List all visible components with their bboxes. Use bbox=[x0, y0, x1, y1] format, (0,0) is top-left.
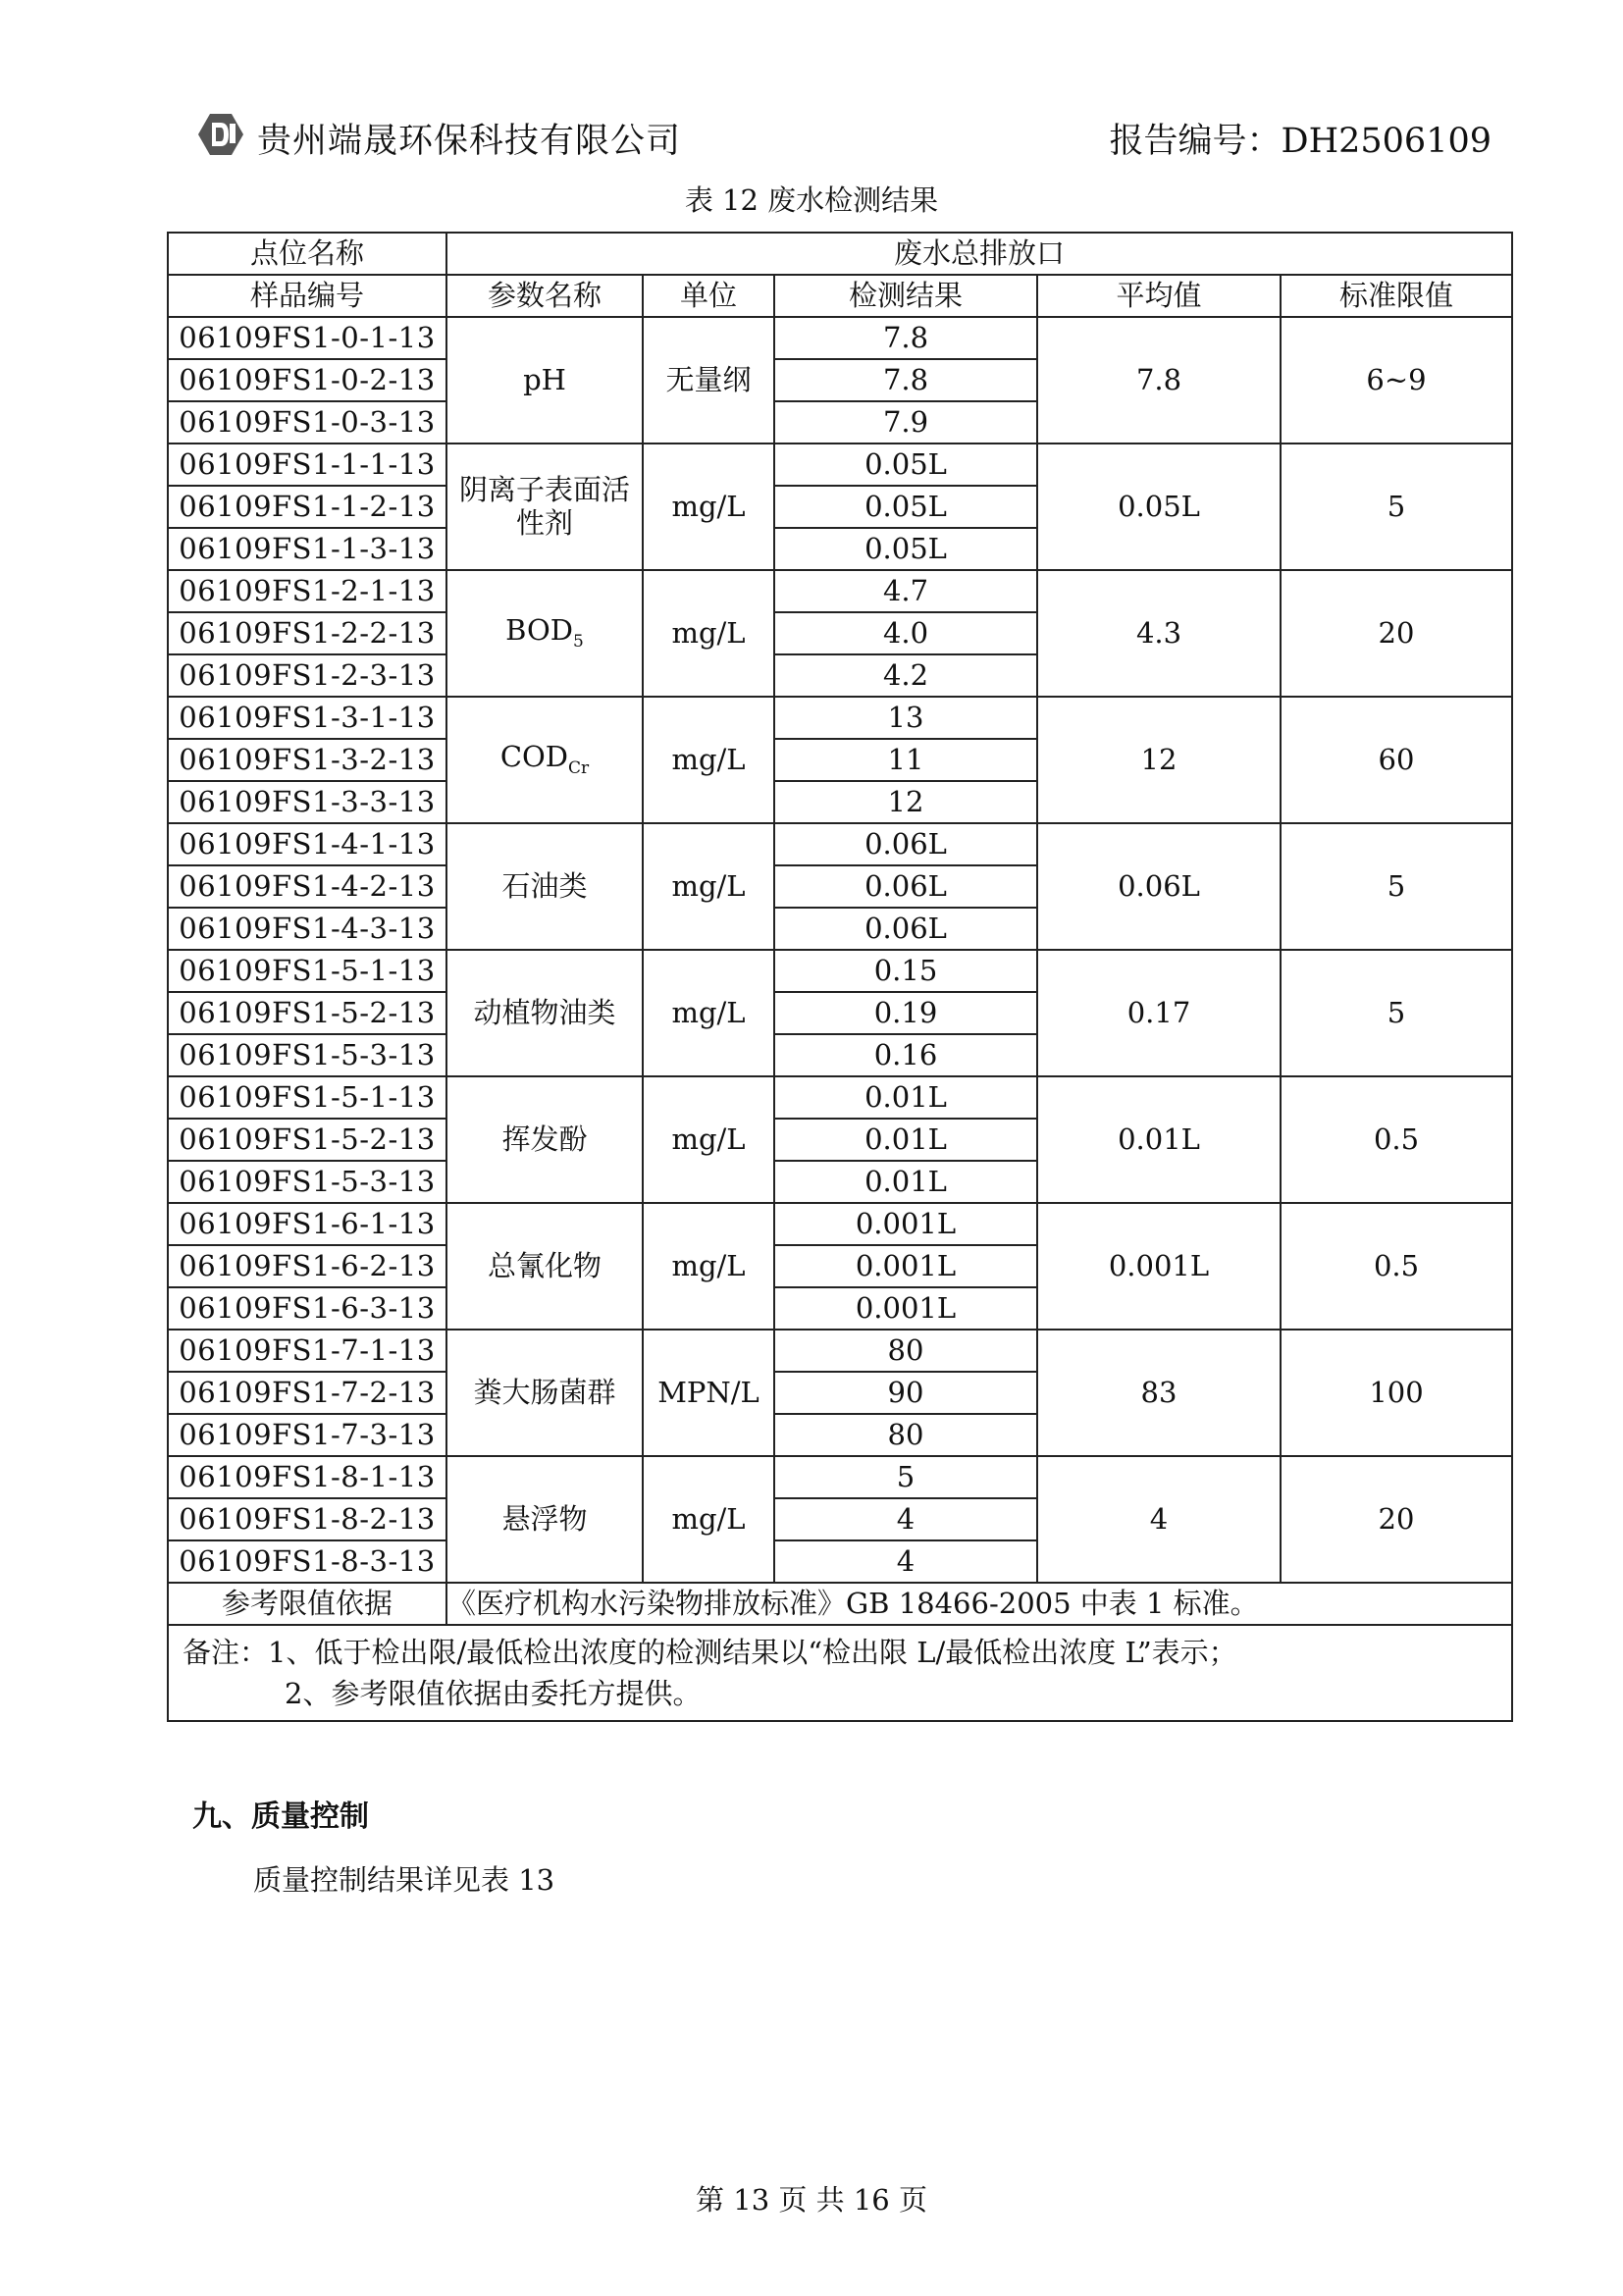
param-name bbox=[446, 697, 643, 823]
sample-id: 06109FS1-1-2-13 bbox=[168, 486, 446, 528]
result-value: 0.15 bbox=[774, 950, 1037, 992]
sample-id: 06109FS1-0-3-13 bbox=[168, 401, 446, 444]
param-name-text: pH bbox=[523, 362, 566, 396]
param-name-text: 石油类 bbox=[501, 868, 588, 903]
page-number: 第 13 页 共 16 页 bbox=[696, 2183, 927, 2217]
unit: mg/L bbox=[643, 570, 774, 697]
average-value: 0.05L bbox=[1037, 444, 1281, 570]
average-value: 4.3 bbox=[1037, 570, 1281, 697]
result-value: 0.01L bbox=[774, 1119, 1037, 1161]
sample-id: 06109FS1-5-3-13 bbox=[168, 1161, 446, 1203]
sample-id: 06109FS1-8-1-13 bbox=[168, 1456, 446, 1498]
table-row bbox=[168, 570, 1512, 612]
table-row bbox=[168, 317, 1512, 359]
sample-id: 06109FS1-2-1-13 bbox=[168, 570, 446, 612]
param-name-text: 悬浮物 bbox=[501, 1501, 588, 1536]
table-title: 表 12 废水检测结果 bbox=[684, 183, 939, 217]
point-value: 废水总排放口 bbox=[446, 233, 1512, 275]
param-name bbox=[446, 950, 643, 1076]
param-name-text: 总氰化物 bbox=[487, 1248, 602, 1282]
table-row bbox=[168, 697, 1512, 739]
result-value: 0.01L bbox=[774, 1076, 1037, 1119]
result-value: 80 bbox=[774, 1414, 1037, 1456]
company-name: 贵州端晟环保科技有限公司 bbox=[257, 122, 682, 161]
param-name bbox=[446, 1330, 643, 1456]
sample-id: 06109FS1-5-2-13 bbox=[168, 992, 446, 1034]
notes-cell bbox=[168, 1625, 1512, 1721]
table-row bbox=[168, 1076, 1512, 1119]
result-value: 4 bbox=[774, 1498, 1037, 1540]
limit-value: 0.5 bbox=[1281, 1076, 1512, 1203]
result-value: 0.05L bbox=[774, 528, 1037, 570]
result-value: 11 bbox=[774, 739, 1037, 781]
reference-content: 《医疗机构水污染物排放标准》GB 18466-2005 中表 1 标准。 bbox=[446, 1583, 1512, 1625]
average-value: 0.06L bbox=[1037, 823, 1281, 950]
page-header bbox=[196, 110, 1492, 159]
sample-id: 06109FS1-6-3-13 bbox=[168, 1287, 446, 1330]
sample-id: 06109FS1-6-2-13 bbox=[168, 1245, 446, 1287]
param-name-text: COD bbox=[499, 740, 569, 774]
result-value: 4.7 bbox=[774, 570, 1037, 612]
header-param: 参数名称 bbox=[446, 275, 643, 317]
sample-id: 06109FS1-7-1-13 bbox=[168, 1330, 446, 1372]
result-value: 0.001L bbox=[774, 1245, 1037, 1287]
header-unit: 单位 bbox=[643, 275, 774, 317]
table-row bbox=[168, 823, 1512, 865]
sample-id: 06109FS1-2-2-13 bbox=[168, 612, 446, 654]
note-line: 2、参考限值依据由委托方提供。 bbox=[285, 1677, 702, 1711]
result-value: 0.05L bbox=[774, 486, 1037, 528]
table-row bbox=[168, 1330, 1512, 1372]
header-avg: 平均值 bbox=[1037, 275, 1281, 317]
result-value: 0.19 bbox=[774, 992, 1037, 1034]
sample-id: 06109FS1-4-1-13 bbox=[168, 823, 446, 865]
sample-id: 06109FS1-8-2-13 bbox=[168, 1498, 446, 1540]
param-name bbox=[446, 1203, 643, 1330]
unit: mg/L bbox=[643, 823, 774, 950]
sample-id: 06109FS1-5-2-13 bbox=[168, 1119, 446, 1161]
unit: mg/L bbox=[643, 1456, 774, 1583]
param-name-text: BOD bbox=[505, 613, 574, 648]
param-subscript: 5 bbox=[573, 632, 584, 652]
result-value: 0.06L bbox=[774, 823, 1037, 865]
sample-id: 06109FS1-7-3-13 bbox=[168, 1414, 446, 1456]
result-value: 90 bbox=[774, 1372, 1037, 1414]
param-name-text: 粪大肠菌群 bbox=[473, 1375, 616, 1409]
result-value: 0.06L bbox=[774, 908, 1037, 950]
result-value: 0.01L bbox=[774, 1161, 1037, 1203]
sample-id: 06109FS1-2-3-13 bbox=[168, 654, 446, 697]
average-value: 0.001L bbox=[1037, 1203, 1281, 1330]
result-value: 0.001L bbox=[774, 1287, 1037, 1330]
param-name-text: 挥发酚 bbox=[501, 1122, 588, 1156]
reference-row bbox=[168, 1583, 1512, 1625]
sample-id: 06109FS1-0-2-13 bbox=[168, 359, 446, 401]
result-value: 80 bbox=[774, 1330, 1037, 1372]
unit: mg/L bbox=[643, 1076, 774, 1203]
param-name-text: 动植物油类 bbox=[473, 995, 616, 1029]
header-sample: 样品编号 bbox=[168, 275, 446, 317]
sample-id: 06109FS1-4-2-13 bbox=[168, 865, 446, 908]
result-value: 0.05L bbox=[774, 444, 1037, 486]
unit: MPN/L bbox=[643, 1330, 774, 1456]
sample-id: 06109FS1-5-3-13 bbox=[168, 1034, 446, 1076]
sample-id: 06109FS1-7-2-13 bbox=[168, 1372, 446, 1414]
sample-id: 06109FS1-5-1-13 bbox=[168, 1076, 446, 1119]
result-value: 4 bbox=[774, 1540, 1037, 1583]
table-row bbox=[168, 1456, 1512, 1498]
result-value: 4.2 bbox=[774, 654, 1037, 697]
point-label: 点位名称 bbox=[168, 233, 446, 275]
table-row bbox=[168, 950, 1512, 992]
param-name bbox=[446, 1456, 643, 1583]
column-header-row bbox=[168, 275, 1512, 317]
param-name bbox=[446, 1076, 643, 1203]
unit: mg/L bbox=[643, 950, 774, 1076]
report-number: 报告编号：DH2506109 bbox=[1109, 122, 1492, 161]
header-limit: 标准限值 bbox=[1281, 275, 1512, 317]
section-text: 质量控制结果详见表 13 bbox=[253, 1863, 555, 1897]
average-value: 83 bbox=[1037, 1330, 1281, 1456]
sample-id: 06109FS1-4-3-13 bbox=[168, 908, 446, 950]
average-value: 4 bbox=[1037, 1456, 1281, 1583]
limit-value: 5 bbox=[1281, 950, 1512, 1076]
wastewater-results-table bbox=[167, 232, 1513, 1722]
limit-value: 20 bbox=[1281, 1456, 1512, 1583]
param-name bbox=[446, 570, 643, 697]
average-value: 7.8 bbox=[1037, 317, 1281, 444]
section-title: 九、质量控制 bbox=[192, 1800, 369, 1834]
limit-value: 60 bbox=[1281, 697, 1512, 823]
result-value: 5 bbox=[774, 1456, 1037, 1498]
average-value: 12 bbox=[1037, 697, 1281, 823]
sample-id: 06109FS1-1-1-13 bbox=[168, 444, 446, 486]
sample-id: 06109FS1-3-1-13 bbox=[168, 697, 446, 739]
limit-value: 100 bbox=[1281, 1330, 1512, 1456]
header-result: 检测结果 bbox=[774, 275, 1037, 317]
param-subscript: Cr bbox=[568, 758, 590, 779]
point-row bbox=[168, 233, 1512, 275]
param-name bbox=[446, 317, 643, 444]
limit-value: 0.5 bbox=[1281, 1203, 1512, 1330]
sample-id: 06109FS1-3-2-13 bbox=[168, 739, 446, 781]
sample-id: 06109FS1-0-1-13 bbox=[168, 317, 446, 359]
sample-id: 06109FS1-3-3-13 bbox=[168, 781, 446, 823]
result-value: 7.8 bbox=[774, 359, 1037, 401]
param-name bbox=[446, 823, 643, 950]
sample-id: 06109FS1-8-3-13 bbox=[168, 1540, 446, 1583]
limit-value: 6~9 bbox=[1281, 317, 1512, 444]
unit: mg/L bbox=[643, 444, 774, 570]
result-value: 0.16 bbox=[774, 1034, 1037, 1076]
note-line: 备注：1、低于检出限/最低检出浓度的检测结果以“检出限 L/最低检出浓度 L”表示； bbox=[183, 1636, 1237, 1669]
sample-id: 06109FS1-1-3-13 bbox=[168, 528, 446, 570]
unit: mg/L bbox=[643, 697, 774, 823]
unit: mg/L bbox=[643, 1203, 774, 1330]
unit: 无量纲 bbox=[643, 317, 774, 444]
result-value: 7.8 bbox=[774, 317, 1037, 359]
limit-value: 20 bbox=[1281, 570, 1512, 697]
param-name-text: 阴离子表面活性剂 bbox=[458, 473, 630, 540]
notes-row bbox=[168, 1625, 1512, 1721]
table-row bbox=[168, 1203, 1512, 1245]
average-value: 0.01L bbox=[1037, 1076, 1281, 1203]
company-logo-icon bbox=[196, 110, 245, 159]
reference-label: 参考限值依据 bbox=[168, 1583, 446, 1625]
limit-value: 5 bbox=[1281, 823, 1512, 950]
result-value: 0.06L bbox=[774, 865, 1037, 908]
average-value: 0.17 bbox=[1037, 950, 1281, 1076]
param-name bbox=[446, 444, 643, 570]
result-value: 0.001L bbox=[774, 1203, 1037, 1245]
table-row bbox=[168, 444, 1512, 486]
sample-id: 06109FS1-6-1-13 bbox=[168, 1203, 446, 1245]
limit-value: 5 bbox=[1281, 444, 1512, 570]
result-value: 7.9 bbox=[774, 401, 1037, 444]
result-value: 12 bbox=[774, 781, 1037, 823]
result-value: 13 bbox=[774, 697, 1037, 739]
result-value: 4.0 bbox=[774, 612, 1037, 654]
sample-id: 06109FS1-5-1-13 bbox=[168, 950, 446, 992]
